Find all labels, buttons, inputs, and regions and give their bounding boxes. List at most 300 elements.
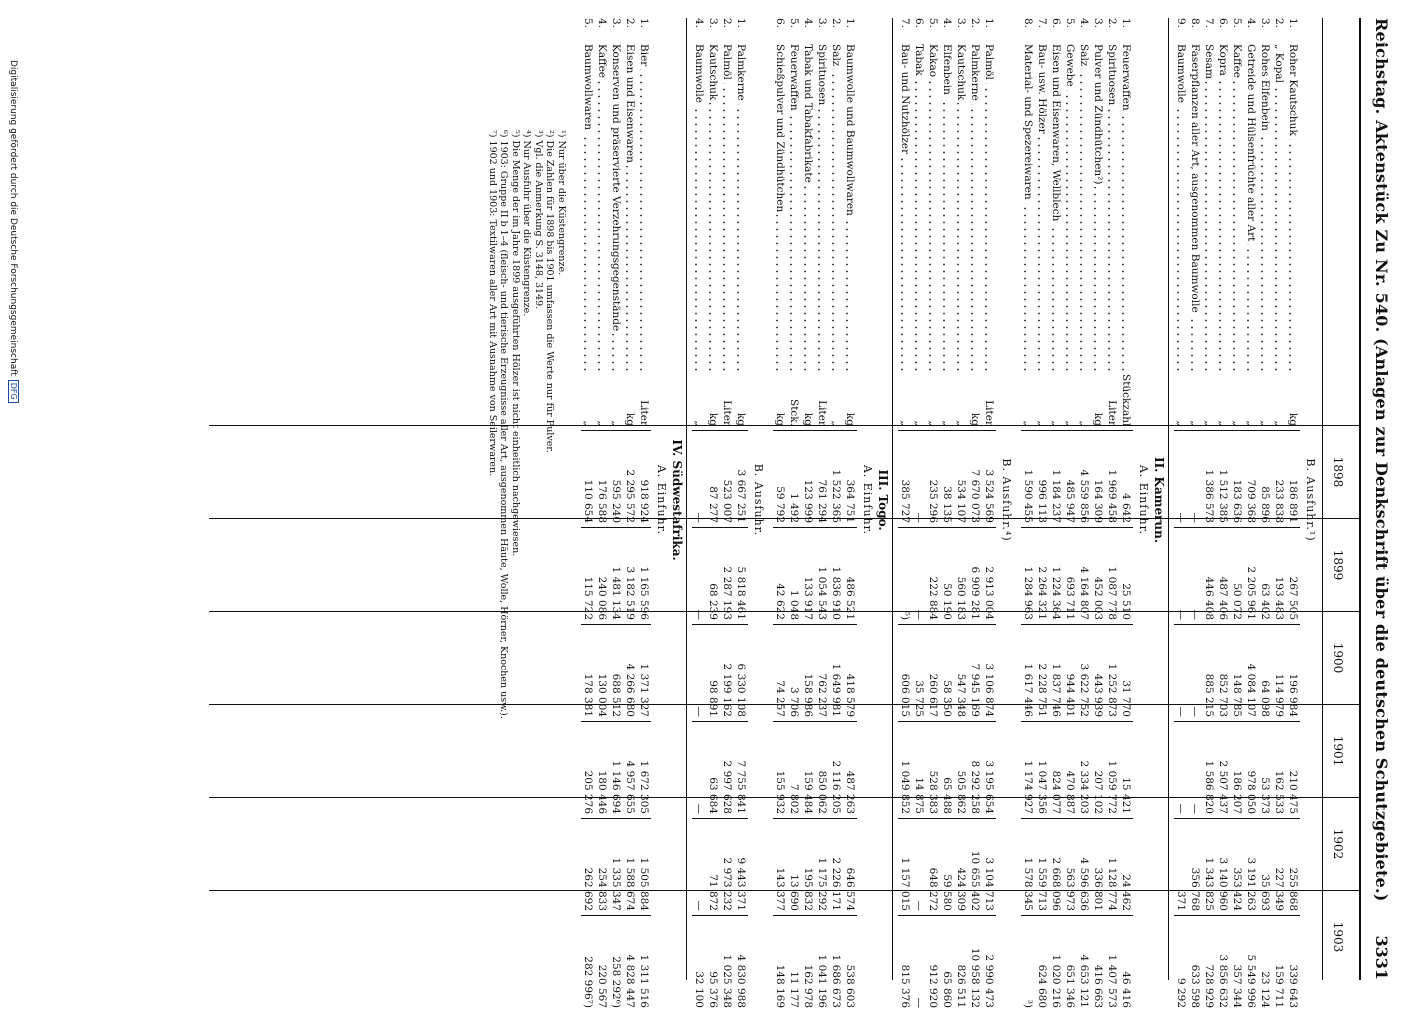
row-number: 4. — [801, 18, 815, 44]
value-cell-1898: 4 642 — [1119, 431, 1133, 528]
value-cell-1900: 114 979 — [1272, 625, 1286, 722]
value-cell-1902: 356 768 — [1188, 819, 1202, 916]
value-cell-1899: — — [912, 528, 926, 625]
column-header-1902: 1902 — [1331, 798, 1345, 890]
table-row — [912, 18, 926, 1012]
value-cell-1898: 709 368 — [1244, 431, 1258, 528]
value-cell-1902: — — [912, 819, 926, 916]
value-cell-1901: 2 334 203 — [1077, 722, 1091, 819]
value-cell-1898: — — [1188, 431, 1202, 528]
value-cell-1900: 852 703 — [1216, 625, 1230, 722]
value-cell-1902: 1 588 674 — [623, 819, 637, 916]
row-number: 3. — [706, 18, 720, 44]
value-cell-1898: 996 113 — [1035, 431, 1049, 528]
value-cell-1899: 5 818 461 — [734, 528, 748, 625]
table-row — [1286, 18, 1300, 1012]
row-label-cell — [1244, 44, 1258, 374]
value-cell-1899: 68 239 — [706, 528, 720, 625]
value-cell-1903: 1 025 348 — [720, 916, 734, 1012]
table-row — [1188, 18, 1202, 1012]
value-cell-1901: 65 488 — [940, 722, 954, 819]
row-number: 2. — [1105, 18, 1119, 44]
value-cell-1900: 178 381 — [581, 625, 595, 722]
footnote: ¹) Nur über die Küstengrenze. — [556, 130, 568, 719]
section-table — [581, 18, 651, 1012]
row-label-cell — [1091, 44, 1105, 374]
row-label-cell — [1230, 44, 1244, 374]
value-cell-1899: 50 072 — [1230, 528, 1244, 625]
row-unit: Liter — [720, 374, 734, 431]
section-subheading: B. Ausfuhr. — [752, 200, 765, 800]
value-cell-1900: 4 084 107 — [1244, 625, 1258, 722]
value-cell-1900: 1 649 981 — [829, 625, 843, 722]
row-label: Baumwolle — [693, 44, 705, 106]
value-cell-1903: 10 958 132 — [968, 916, 982, 1012]
value-cell-1901: 7 755 841 — [734, 722, 748, 819]
value-cell-1903: 1 311 516 — [637, 916, 651, 1012]
value-cell-1903: 1 407 573 — [1105, 916, 1119, 1012]
value-cell-1902: 227 349 — [1272, 819, 1286, 916]
row-label: Gewebe — [1064, 44, 1076, 90]
value-cell-1899: 3 182 519 — [623, 528, 637, 625]
section-subheading: B. Ausfuhr.⁴) — [1000, 200, 1013, 800]
row-number: 1. — [843, 18, 857, 44]
value-cell-1902: 424 309 — [954, 819, 968, 916]
value-cell-1902: 648 272 — [926, 819, 940, 916]
row-unit: „ — [609, 374, 623, 431]
row-unit: „ — [912, 374, 926, 431]
table-row — [637, 18, 651, 1012]
table-row — [1021, 18, 1035, 1012]
row-unit: „ — [1063, 374, 1077, 431]
value-cell-1899: 6 909 281 — [968, 528, 982, 625]
value-cell-1901: 186 207 — [1230, 722, 1244, 819]
row-label: Spirituosen — [1106, 44, 1118, 108]
table-row — [968, 18, 982, 1012]
value-cell-1903: 624 680 — [1035, 916, 1049, 1012]
value-cell-1902: 24 462 — [1119, 819, 1133, 916]
row-label: Getreide und Hülsenfrüchte aller Art — [1245, 44, 1257, 244]
row-number: 6. — [1216, 18, 1230, 44]
value-cell-1898: 4 559 856 — [1077, 431, 1091, 528]
table-row — [1216, 18, 1230, 1012]
row-label-cell — [954, 44, 968, 374]
row-unit: „ — [1188, 374, 1202, 431]
value-cell-1902: 1 157 015 — [898, 819, 912, 916]
value-cell-1900: 2 199 162 — [720, 625, 734, 722]
row-label-cell — [581, 44, 595, 374]
row-number: 3. — [1091, 18, 1105, 44]
row-label-cell — [1077, 44, 1091, 374]
value-cell-1898: 183 636 — [1230, 431, 1244, 528]
value-cell-1899: 1 481 134 — [609, 528, 623, 625]
value-cell-1901: 487 263 — [843, 722, 857, 819]
row-label-cell — [968, 44, 982, 374]
value-cell-1900: 58 350 — [940, 625, 954, 722]
row-number: 3. — [1258, 18, 1272, 44]
value-cell-1899: 452 003 — [1091, 528, 1105, 625]
value-cell-1899: 487 406 — [1216, 528, 1230, 625]
row-label-cell — [1063, 44, 1077, 374]
row-label-cell — [1286, 44, 1300, 374]
row-label-cell — [623, 44, 637, 374]
value-cell-1899: 63 402 — [1258, 528, 1272, 625]
value-cell-1899: 1 048 — [787, 528, 801, 625]
digitization-footer — [8, 60, 19, 403]
value-cell-1900: 4 266 680 — [623, 625, 637, 722]
footnote: ⁵) Die Menge der im Jahre 1899 ausgeführten Hölzer ist nicht einheitlich nachgewiesen. — [510, 130, 522, 719]
value-cell-1902: 646 574 — [843, 819, 857, 916]
value-cell-1903: 1 041 196 — [815, 916, 829, 1012]
value-cell-1903: 339 643 — [1286, 916, 1300, 1012]
value-cell-1899: 133 917 — [801, 528, 815, 625]
value-cell-1899: 2 913 004 — [982, 528, 996, 625]
value-cell-1902: 255 868 — [1286, 819, 1300, 916]
row-unit: kg — [968, 374, 982, 431]
value-cell-1900: 35 725 — [912, 625, 926, 722]
row-label: Kaffee — [596, 44, 608, 81]
row-label-cell — [1216, 44, 1230, 374]
row-number: 5. — [1063, 18, 1077, 44]
row-label: Schießpulver und Zündhütchen — [774, 44, 786, 215]
value-cell-1899: 2 287 193 — [720, 528, 734, 625]
value-cell-1898: 87 277 — [706, 431, 720, 528]
row-unit: „ — [954, 374, 968, 431]
value-cell-1900: 1 837 746 — [1049, 625, 1063, 722]
row-number: 4. — [1077, 18, 1091, 44]
row-number: 4. — [692, 18, 706, 44]
section-heading: II. Kamerun. — [1152, 200, 1166, 800]
value-cell-1899: 2 205 961 — [1244, 528, 1258, 625]
value-cell-1903: ³) — [1021, 916, 1035, 1012]
page-number: 3331 — [1372, 935, 1391, 980]
column-header-1900: 1900 — [1331, 612, 1345, 704]
row-number: 5. — [1230, 18, 1244, 44]
value-cell-1901: 2 116 205 — [829, 722, 843, 819]
row-label-cell — [829, 44, 843, 374]
value-cell-1898: — — [1174, 431, 1188, 528]
value-cell-1900: 260 617 — [926, 625, 940, 722]
column-header-rule — [1322, 18, 1323, 980]
section-rule — [1168, 18, 1169, 980]
row-label: Palmöl — [721, 44, 733, 83]
row-label-cell — [982, 44, 996, 374]
value-cell-1901: — — [1188, 722, 1202, 819]
value-cell-1901: 1 049 852 — [898, 722, 912, 819]
value-cell-1900: — — [692, 625, 706, 722]
value-cell-1899: — — [692, 528, 706, 625]
row-number: 6. — [912, 18, 926, 44]
section-rule — [892, 18, 893, 980]
row-label: Baumwolle — [1175, 44, 1187, 106]
value-cell-1900: 31 770 — [1119, 625, 1133, 722]
row-label: Tabak und Tabakfabrikate — [802, 44, 814, 186]
row-unit: Liter — [637, 374, 651, 431]
value-cell-1901: — — [692, 722, 706, 819]
row-number: 1. — [982, 18, 996, 44]
row-label: Kaffee — [1231, 44, 1243, 81]
value-cell-1900: 3 706 — [787, 625, 801, 722]
table-row — [954, 18, 968, 1012]
row-label-cell — [595, 44, 609, 374]
value-cell-1901: 8 292 258 — [968, 722, 982, 819]
section-subheading: B. Ausfuhr.¹) — [1304, 200, 1317, 800]
value-cell-1901: 162 533 — [1272, 722, 1286, 819]
value-cell-1901: 15 421 — [1119, 722, 1133, 819]
value-cell-1899: 42 622 — [773, 528, 787, 625]
row-number: 1. — [637, 18, 651, 44]
value-cell-1901: 824 077 — [1049, 722, 1063, 819]
value-cell-1898: 595 240 — [609, 431, 623, 528]
row-unit: „ — [1202, 374, 1216, 431]
value-cell-1898: 485 947 — [1063, 431, 1077, 528]
value-cell-1902: 4 596 636 — [1077, 819, 1091, 916]
row-label: Feuerwaffen — [788, 44, 800, 114]
value-cell-1901: 2 997 628 — [720, 722, 734, 819]
value-cell-1902: 336 801 — [1091, 819, 1105, 916]
value-cell-1898: 385 727 — [898, 431, 912, 528]
value-cell-1901: 180 446 — [595, 722, 609, 819]
section-table — [773, 18, 857, 1012]
section-table — [1174, 18, 1300, 1012]
value-cell-1899: 1 054 543 — [815, 528, 829, 625]
row-number: 6. — [1049, 18, 1063, 44]
value-cell-1903: 9 292 — [1174, 916, 1188, 1012]
table-row — [692, 18, 706, 1012]
row-label-cell — [1258, 44, 1272, 374]
value-cell-1900: 6 330 108 — [734, 625, 748, 722]
row-number: 1. — [734, 18, 748, 44]
value-cell-1898: 1 522 365 — [829, 431, 843, 528]
value-cell-1901: 528 383 — [926, 722, 940, 819]
row-unit: kg — [801, 374, 815, 431]
value-cell-1898: 918 924 — [637, 431, 651, 528]
row-unit: Stückzahl — [1119, 374, 1133, 431]
row-label: Eisen und Eisenwaren, Wellblech — [1050, 44, 1062, 224]
row-number: 5. — [926, 18, 940, 44]
row-number: 1. — [1286, 18, 1300, 44]
row-label-cell — [1119, 44, 1133, 374]
value-cell-1900: 3 106 874 — [982, 625, 996, 722]
row-label-cell — [940, 44, 954, 374]
value-cell-1898: 364 751 — [843, 431, 857, 528]
row-label: Faserpflanzen aller Art, ausgenommen Baumwolle — [1189, 44, 1201, 316]
value-cell-1898: 176 588 — [595, 431, 609, 528]
row-unit: Liter — [815, 374, 829, 431]
value-cell-1902: 1 175 292 — [815, 819, 829, 916]
table-row — [815, 18, 829, 1012]
value-cell-1899: 267 505 — [1286, 528, 1300, 625]
value-cell-1899: 4 164 807 — [1077, 528, 1091, 625]
section-rule — [686, 18, 687, 980]
dfg-logo-icon: DFG — [8, 380, 19, 403]
row-label: „ Kopal — [1273, 44, 1285, 86]
value-cell-1902: 13 690 — [787, 819, 801, 916]
row-number: 3. — [815, 18, 829, 44]
value-cell-1903: 357 344 — [1230, 916, 1244, 1012]
row-number: 4. — [595, 18, 609, 44]
value-cell-1899: 240 086 — [595, 528, 609, 625]
value-cell-1898: — — [912, 431, 926, 528]
value-cell-1903: 416 663 — [1091, 916, 1105, 1012]
value-cell-1900: 158 986 — [801, 625, 815, 722]
value-cell-1902: 1 343 825 — [1202, 819, 1216, 916]
value-cell-1899: 25 510 — [1119, 528, 1133, 625]
value-cell-1899: ⁵) — [898, 528, 912, 625]
value-cell-1898: 235 296 — [926, 431, 940, 528]
value-cell-1903: 32 100 — [692, 916, 706, 1012]
section-subheading: A. Einfuhr. — [1137, 200, 1150, 800]
row-unit: kg — [706, 374, 720, 431]
value-cell-1902: 371 — [1174, 819, 1188, 916]
section-table — [898, 18, 996, 1012]
row-label: Kakao — [927, 44, 939, 80]
value-cell-1901: 205 276 — [581, 722, 595, 819]
value-cell-1900: 64 098 — [1258, 625, 1272, 722]
value-cell-1902: 9 443 371 — [734, 819, 748, 916]
row-unit: „ — [595, 374, 609, 431]
footnotes — [487, 130, 568, 719]
table-row — [1258, 18, 1272, 1012]
value-cell-1899: — — [1188, 528, 1202, 625]
value-cell-1903: 46 416 — [1119, 916, 1133, 1012]
row-number: 2. — [623, 18, 637, 44]
value-cell-1899: 50 190 — [940, 528, 954, 625]
value-cell-1900: 196 984 — [1286, 625, 1300, 722]
table-row — [734, 18, 748, 1012]
row-label-cell — [801, 44, 815, 374]
value-cell-1903: 633 598 — [1188, 916, 1202, 1012]
value-cell-1903: 651 346 — [1063, 916, 1077, 1012]
row-label: Tabak — [913, 44, 925, 79]
value-cell-1900: 547 348 — [954, 625, 968, 722]
row-label: Salz — [1078, 44, 1090, 69]
row-label: Bau- und Nutzhölzer — [899, 44, 911, 157]
value-cell-1902: 353 424 — [1230, 819, 1244, 916]
table-row — [609, 18, 623, 1012]
table-row — [1202, 18, 1216, 1012]
value-cell-1902: — — [692, 819, 706, 916]
value-cell-1900: 74 257 — [773, 625, 787, 722]
value-cell-1902: 59 580 — [940, 819, 954, 916]
value-cell-1902: 2 226 171 — [829, 819, 843, 916]
value-cell-1903: — — [912, 916, 926, 1012]
row-label: Kautschuk — [707, 44, 719, 103]
value-cell-1903: 162 978 — [801, 916, 815, 1012]
value-cell-1901: 210 475 — [1286, 722, 1300, 819]
value-cell-1900: — — [1188, 625, 1202, 722]
value-cell-1903: 159 711 — [1272, 916, 1286, 1012]
row-unit: kg — [773, 374, 787, 431]
value-cell-1901: 7 802 — [787, 722, 801, 819]
section-subheading: A. Einfuhr. — [655, 200, 668, 800]
value-cell-1901: 63 684 — [706, 722, 720, 819]
section-table — [1021, 18, 1133, 1012]
value-cell-1900: 418 579 — [843, 625, 857, 722]
row-label: Palmöl — [983, 44, 995, 83]
value-cell-1898: 534 107 — [954, 431, 968, 528]
row-number: 1. — [1119, 18, 1133, 44]
row-label-cell — [912, 44, 926, 374]
table-row — [595, 18, 609, 1012]
value-cell-1900: — — [1174, 625, 1188, 722]
value-cell-1899: 693 711 — [1063, 528, 1077, 625]
value-cell-1901: 470 887 — [1063, 722, 1077, 819]
row-number: 4. — [940, 18, 954, 44]
row-number: 3. — [609, 18, 623, 44]
row-label: Palmkerne — [969, 44, 981, 104]
value-cell-1901: 1 059 772 — [1105, 722, 1119, 819]
running-header — [1365, 18, 1391, 980]
row-label-cell — [1188, 44, 1202, 374]
value-cell-1903: 5 549 996 — [1244, 916, 1258, 1012]
row-label-cell — [1049, 44, 1063, 374]
row-label-cell — [1035, 44, 1049, 374]
value-cell-1902: 195 832 — [801, 819, 815, 916]
value-cell-1900: 944 401 — [1063, 625, 1077, 722]
value-cell-1901: 3 195 654 — [982, 722, 996, 819]
value-cell-1903: 2 990 473 — [982, 916, 996, 1012]
table-row — [1049, 18, 1063, 1012]
value-cell-1902: 3 191 263 — [1244, 819, 1258, 916]
value-cell-1898: 110 654 — [581, 431, 595, 528]
footer-text: Digitalisierung gefördert durch die Deutsche Forschungsgemeinschaft — [8, 60, 18, 376]
value-cell-1900: 885 215 — [1202, 625, 1216, 722]
row-unit: „ — [1230, 374, 1244, 431]
row-unit: „ — [1258, 374, 1272, 431]
value-cell-1900: 7 945 169 — [968, 625, 982, 722]
row-label: Eisen und Eisenwaren — [624, 44, 636, 166]
value-cell-1901: 2 507 437 — [1216, 722, 1230, 819]
value-cell-1900: 1 371 327 — [637, 625, 651, 722]
row-label-cell — [926, 44, 940, 374]
column-header-1901: 1901 — [1331, 705, 1345, 797]
row-label-cell — [898, 44, 912, 374]
row-unit: „ — [1035, 374, 1049, 431]
value-cell-1899: 446 408 — [1202, 528, 1216, 625]
value-cell-1898: 7 670 073 — [968, 431, 982, 528]
value-cell-1900: 98 891 — [706, 625, 720, 722]
row-number: 8. — [1188, 18, 1202, 44]
value-cell-1902: 1 335 347 — [609, 819, 623, 916]
row-label: Elfenbein — [941, 44, 953, 98]
row-unit: kg — [843, 374, 857, 431]
row-label-cell — [1174, 44, 1188, 374]
row-unit: kg — [734, 374, 748, 431]
row-label-cell — [637, 44, 651, 374]
value-cell-1898: 1 590 455 — [1021, 431, 1035, 528]
row-label: Baumwolle und Baumwollwaren — [844, 44, 856, 219]
column-header-1898: 1898 — [1331, 426, 1345, 518]
value-cell-1903: 65 860 — [940, 916, 954, 1012]
value-cell-1898: 1 386 573 — [1202, 431, 1216, 528]
row-label: Roher Kautschuk — [1287, 44, 1299, 139]
section-subheading: A. Einfuhr. — [861, 200, 874, 800]
footnote: ⁷) 1902 und 1903: Textilwaren aller Art mit Ausnahme von Seilerwaren. — [487, 130, 499, 719]
value-cell-1902: 2 668 096 — [1049, 819, 1063, 916]
value-cell-1900: 688 512 — [609, 625, 623, 722]
value-cell-1902: 254 833 — [595, 819, 609, 916]
value-cell-1901: 1 586 820 — [1202, 722, 1216, 819]
value-cell-1901: 978 050 — [1244, 722, 1258, 819]
table-row — [940, 18, 954, 1012]
value-cell-1903: 4 653 121 — [1077, 916, 1091, 1012]
value-cell-1903: 258 292⁶) — [609, 916, 623, 1012]
value-cell-1903: 912 920 — [926, 916, 940, 1012]
column-header-1903: 1903 — [1331, 891, 1345, 983]
value-cell-1898: 1 184 237 — [1049, 431, 1063, 528]
row-label-cell — [706, 44, 720, 374]
